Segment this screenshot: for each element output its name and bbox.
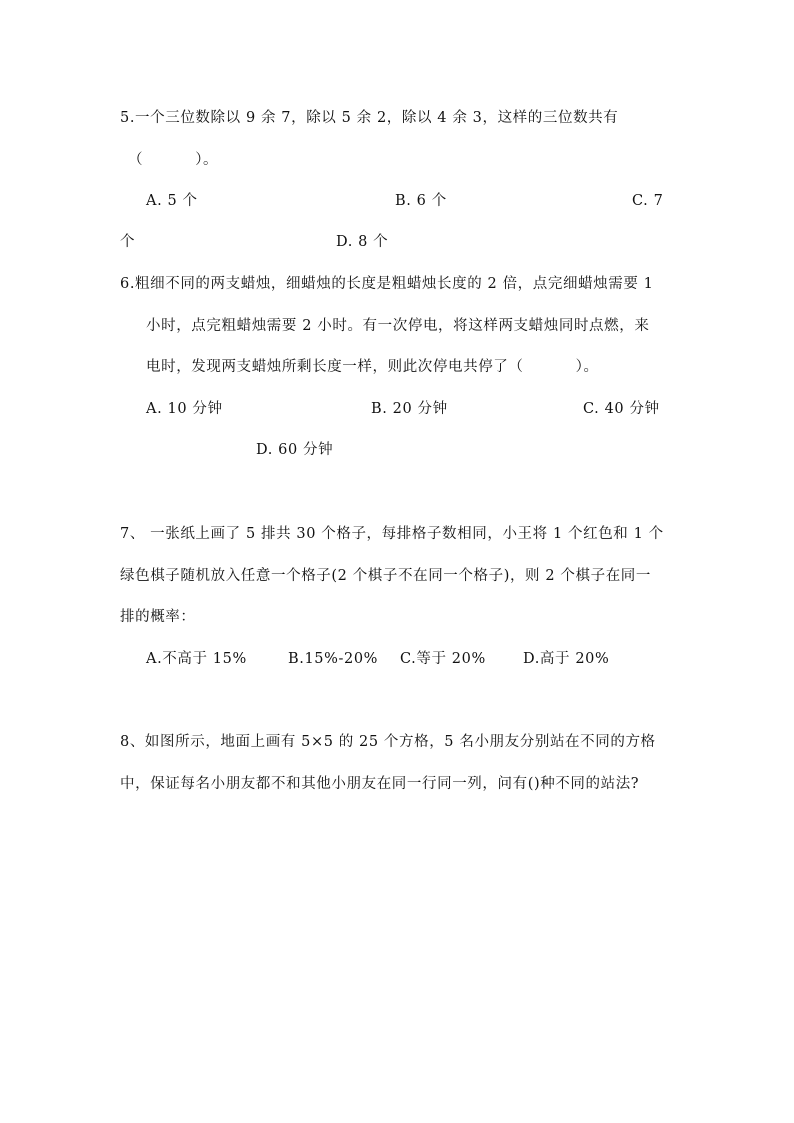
q5-option-c-continued: 个 — [120, 234, 136, 250]
q5-option-a: A. 5 个 — [146, 193, 198, 209]
q6-stem-line2: 小时，点完粗蜡烛需要 2 小时。有一次停电，将这样两支蜡烛同时点燃，来 — [146, 318, 650, 334]
q5-option-b: B. 6 个 — [395, 193, 447, 209]
q6-option-b: B. 20 分钟 — [371, 401, 448, 417]
q5-blank: （ ）。 — [128, 152, 219, 168]
q6-option-a: A. 10 分钟 — [146, 401, 223, 417]
q7-option-b: B.15%-20% — [288, 651, 379, 667]
q7-option-d: D.高于 20% — [523, 651, 610, 667]
q6-stem-line1: 6.粗细不同的两支蜡烛，细蜡烛的长度是粗蜡烛长度的 2 倍，点完细蜡烛需要 1 — [120, 276, 654, 292]
q8-stem-line1: 8、如图所示，地面上画有 5×5 的 25 个方格，5 名小朋友分别站在不同的方格 — [120, 734, 656, 750]
q6-option-d: D. 60 分钟 — [256, 442, 334, 458]
q5-option-c: C. 7 — [632, 193, 664, 209]
q7-option-c: C.等于 20% — [400, 651, 486, 667]
q5-option-d: D. 8 个 — [336, 234, 389, 250]
q7-stem-line2: 绿色棋子随机放入任意一个格子(2 个棋子不在同一个格子)，则 2 个棋子在同一 — [120, 568, 651, 584]
q6-option-c: C. 40 分钟 — [583, 401, 660, 417]
q7-option-a: A.不高于 15% — [146, 651, 247, 667]
q5-stem: 5.一个三位数除以 9 余 7，除以 5 余 2，除以 4 余 3，这样的三位数共有 — [120, 110, 619, 126]
q8-stem-line2: 中，保证每名小朋友都不和其他小朋友在同一行同一列，问有()种不同的站法? — [120, 776, 640, 792]
q7-stem-line1: 7、 一张纸上画了 5 排共 30 个格子，每排格子数相同，小王将 1 个红色和 1 个 — [120, 526, 664, 542]
q6-stem-line3: 电时，发现两支蜡烛所剩长度一样，则此次停电共停了（ ）。 — [146, 359, 599, 375]
q7-stem-line3: 排的概率： — [120, 609, 196, 625]
